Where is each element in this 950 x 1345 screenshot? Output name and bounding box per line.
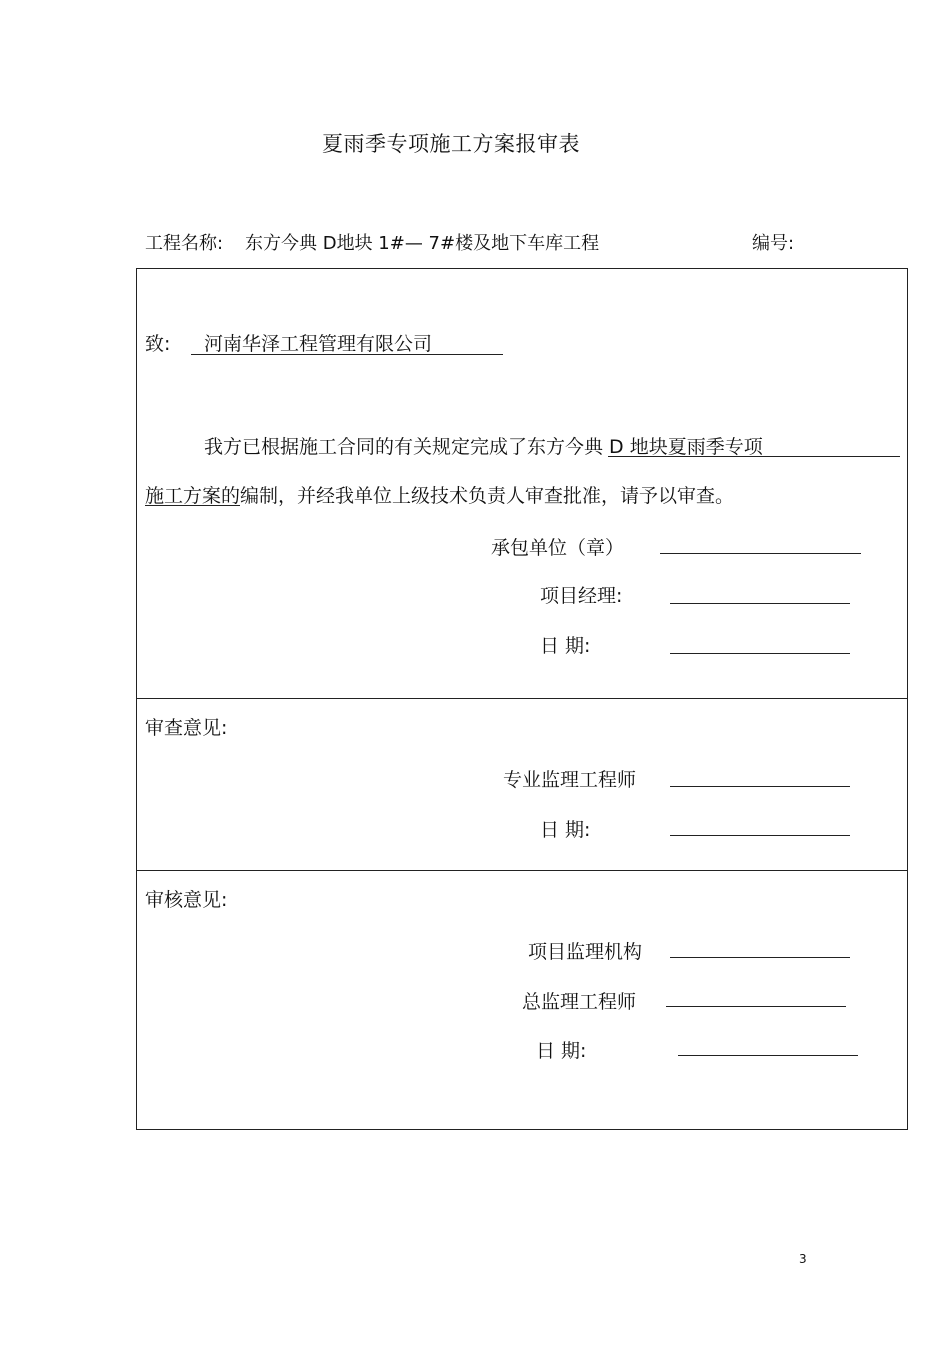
supervising-engineer-signature-line[interactable] bbox=[670, 786, 850, 787]
contractor-signature-line[interactable] bbox=[660, 553, 861, 554]
submit-date-label: 日 期: bbox=[540, 635, 591, 657]
audit-date-label: 日 期: bbox=[536, 1040, 587, 1062]
statement-line-2: 施工方案的编制，并经我单位上级技术负责人审查批准，请予以审查。 bbox=[145, 485, 735, 507]
contractor-label: 承包单位（章） bbox=[491, 537, 625, 559]
supervision-org-label: 项目监理机构 bbox=[528, 941, 643, 963]
addressee-label: 致: bbox=[145, 333, 171, 355]
addressee-underline bbox=[191, 354, 503, 355]
review-date-label: 日 期: bbox=[540, 819, 591, 841]
supervision-org-signature-line[interactable] bbox=[670, 957, 850, 958]
project-name-label: 工程名称: bbox=[145, 233, 224, 254]
supervising-engineer-label: 专业监理工程师 bbox=[503, 769, 637, 791]
project-manager-label: 项目经理: bbox=[540, 585, 623, 607]
review-date-line[interactable] bbox=[670, 835, 850, 836]
section-divider-1 bbox=[136, 698, 908, 699]
statement-line-1: 我方已根据施工合同的有关规定完成了东方今典 D 地块夏雨季专项 bbox=[204, 436, 763, 458]
statement-underline-2 bbox=[145, 505, 240, 506]
audit-date-line[interactable] bbox=[678, 1055, 858, 1056]
audit-opinion-heading: 审核意见: bbox=[145, 889, 228, 911]
page-number: 3 bbox=[799, 1252, 807, 1266]
chief-engineer-signature-line[interactable] bbox=[666, 1006, 846, 1007]
project-name-value: 东方今典 D地块 1#— 7#楼及地下车库工程 bbox=[245, 233, 600, 254]
project-manager-signature-line[interactable] bbox=[670, 603, 850, 604]
section-divider-2 bbox=[136, 870, 908, 871]
form-number-label: 编号: bbox=[752, 233, 795, 254]
statement-underline-1 bbox=[608, 456, 900, 457]
submit-date-line[interactable] bbox=[670, 653, 850, 654]
review-opinion-heading: 审查意见: bbox=[145, 717, 228, 739]
form-title: 夏雨季专项施工方案报审表 bbox=[322, 132, 580, 156]
addressee-value: 河南华泽工程管理有限公司 bbox=[204, 333, 433, 355]
chief-engineer-label: 总监理工程师 bbox=[522, 991, 637, 1013]
